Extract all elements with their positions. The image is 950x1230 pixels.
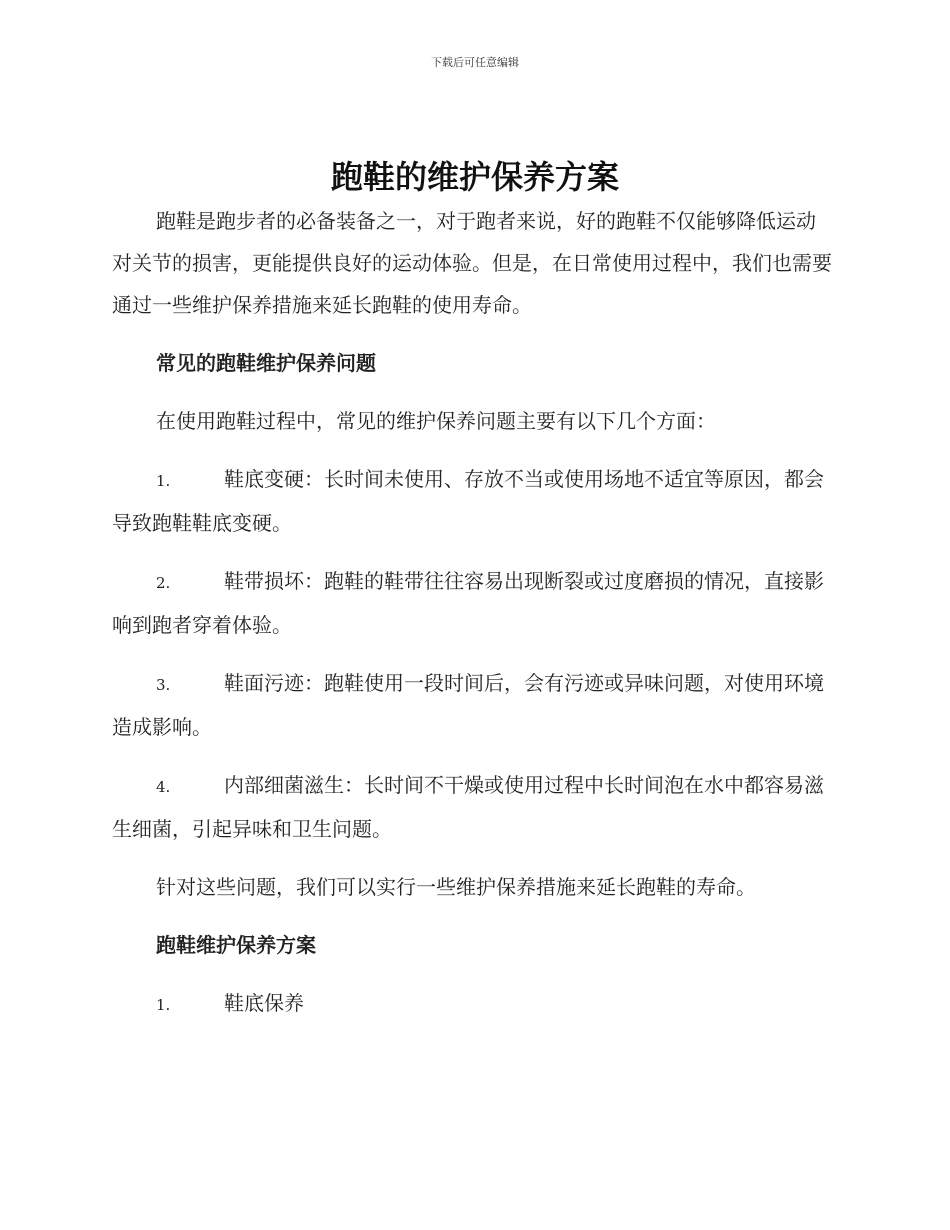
closing-paragraph: 针对这些问题，我们可以实行一些维护保养措施来延长跑鞋的寿命。 [156,875,756,899]
document-body [112,200,834,1026]
section-heading-common-issues: 常见的跑鞋维护保养问题 [156,351,376,375]
section-lead-paragraph: 在使用跑鞋过程中，常见的维护保养问题主要有以下几个方面： [156,409,716,433]
list-item [112,982,834,1026]
list-number: 3. [156,676,171,694]
header-note: 下载后可任意编辑 [431,56,519,69]
list-item [112,560,834,646]
list-number: 4. [156,778,171,796]
list-item [112,764,834,850]
list-number: 1. [156,996,171,1014]
list-item [112,458,834,544]
section-heading-maintenance-plan: 跑鞋维护保养方案 [156,933,316,957]
list-item-text: 鞋面污迹：跑鞋使用一段时间后，会有污迹或异味问题，对使用环境造成影响。 [112,671,824,739]
list-item-text: 鞋底保养 [224,991,304,1015]
document-title: 跑鞋的维护保养方案 [330,158,619,196]
intro-paragraph: 跑鞋是跑步者的必备装备之一，对于跑者来说，好的跑鞋不仅能够降低运动对关节的损害，更能提供良好的运动体验。但是，在日常使用过程中，我们也需要通过一些维护保养措施来延长跑鞋的使用寿命。 [112,209,832,317]
list-number: 1. [156,472,171,490]
list-item-text: 鞋底变硬：长时间未使用、存放不当或使用场地不适宜等原因，都会导致跑鞋鞋底变硬。 [112,467,824,535]
list-item-text: 内部细菌滋生：长时间不干燥或使用过程中长时间泡在水中都容易滋生细菌，引起异味和卫生问题。 [112,773,824,841]
list-item-text: 鞋带损坏：跑鞋的鞋带往往容易出现断裂或过度磨损的情况，直接影响到跑者穿着体验。 [112,569,824,637]
list-item [112,662,834,748]
list-number: 2. [156,574,171,592]
